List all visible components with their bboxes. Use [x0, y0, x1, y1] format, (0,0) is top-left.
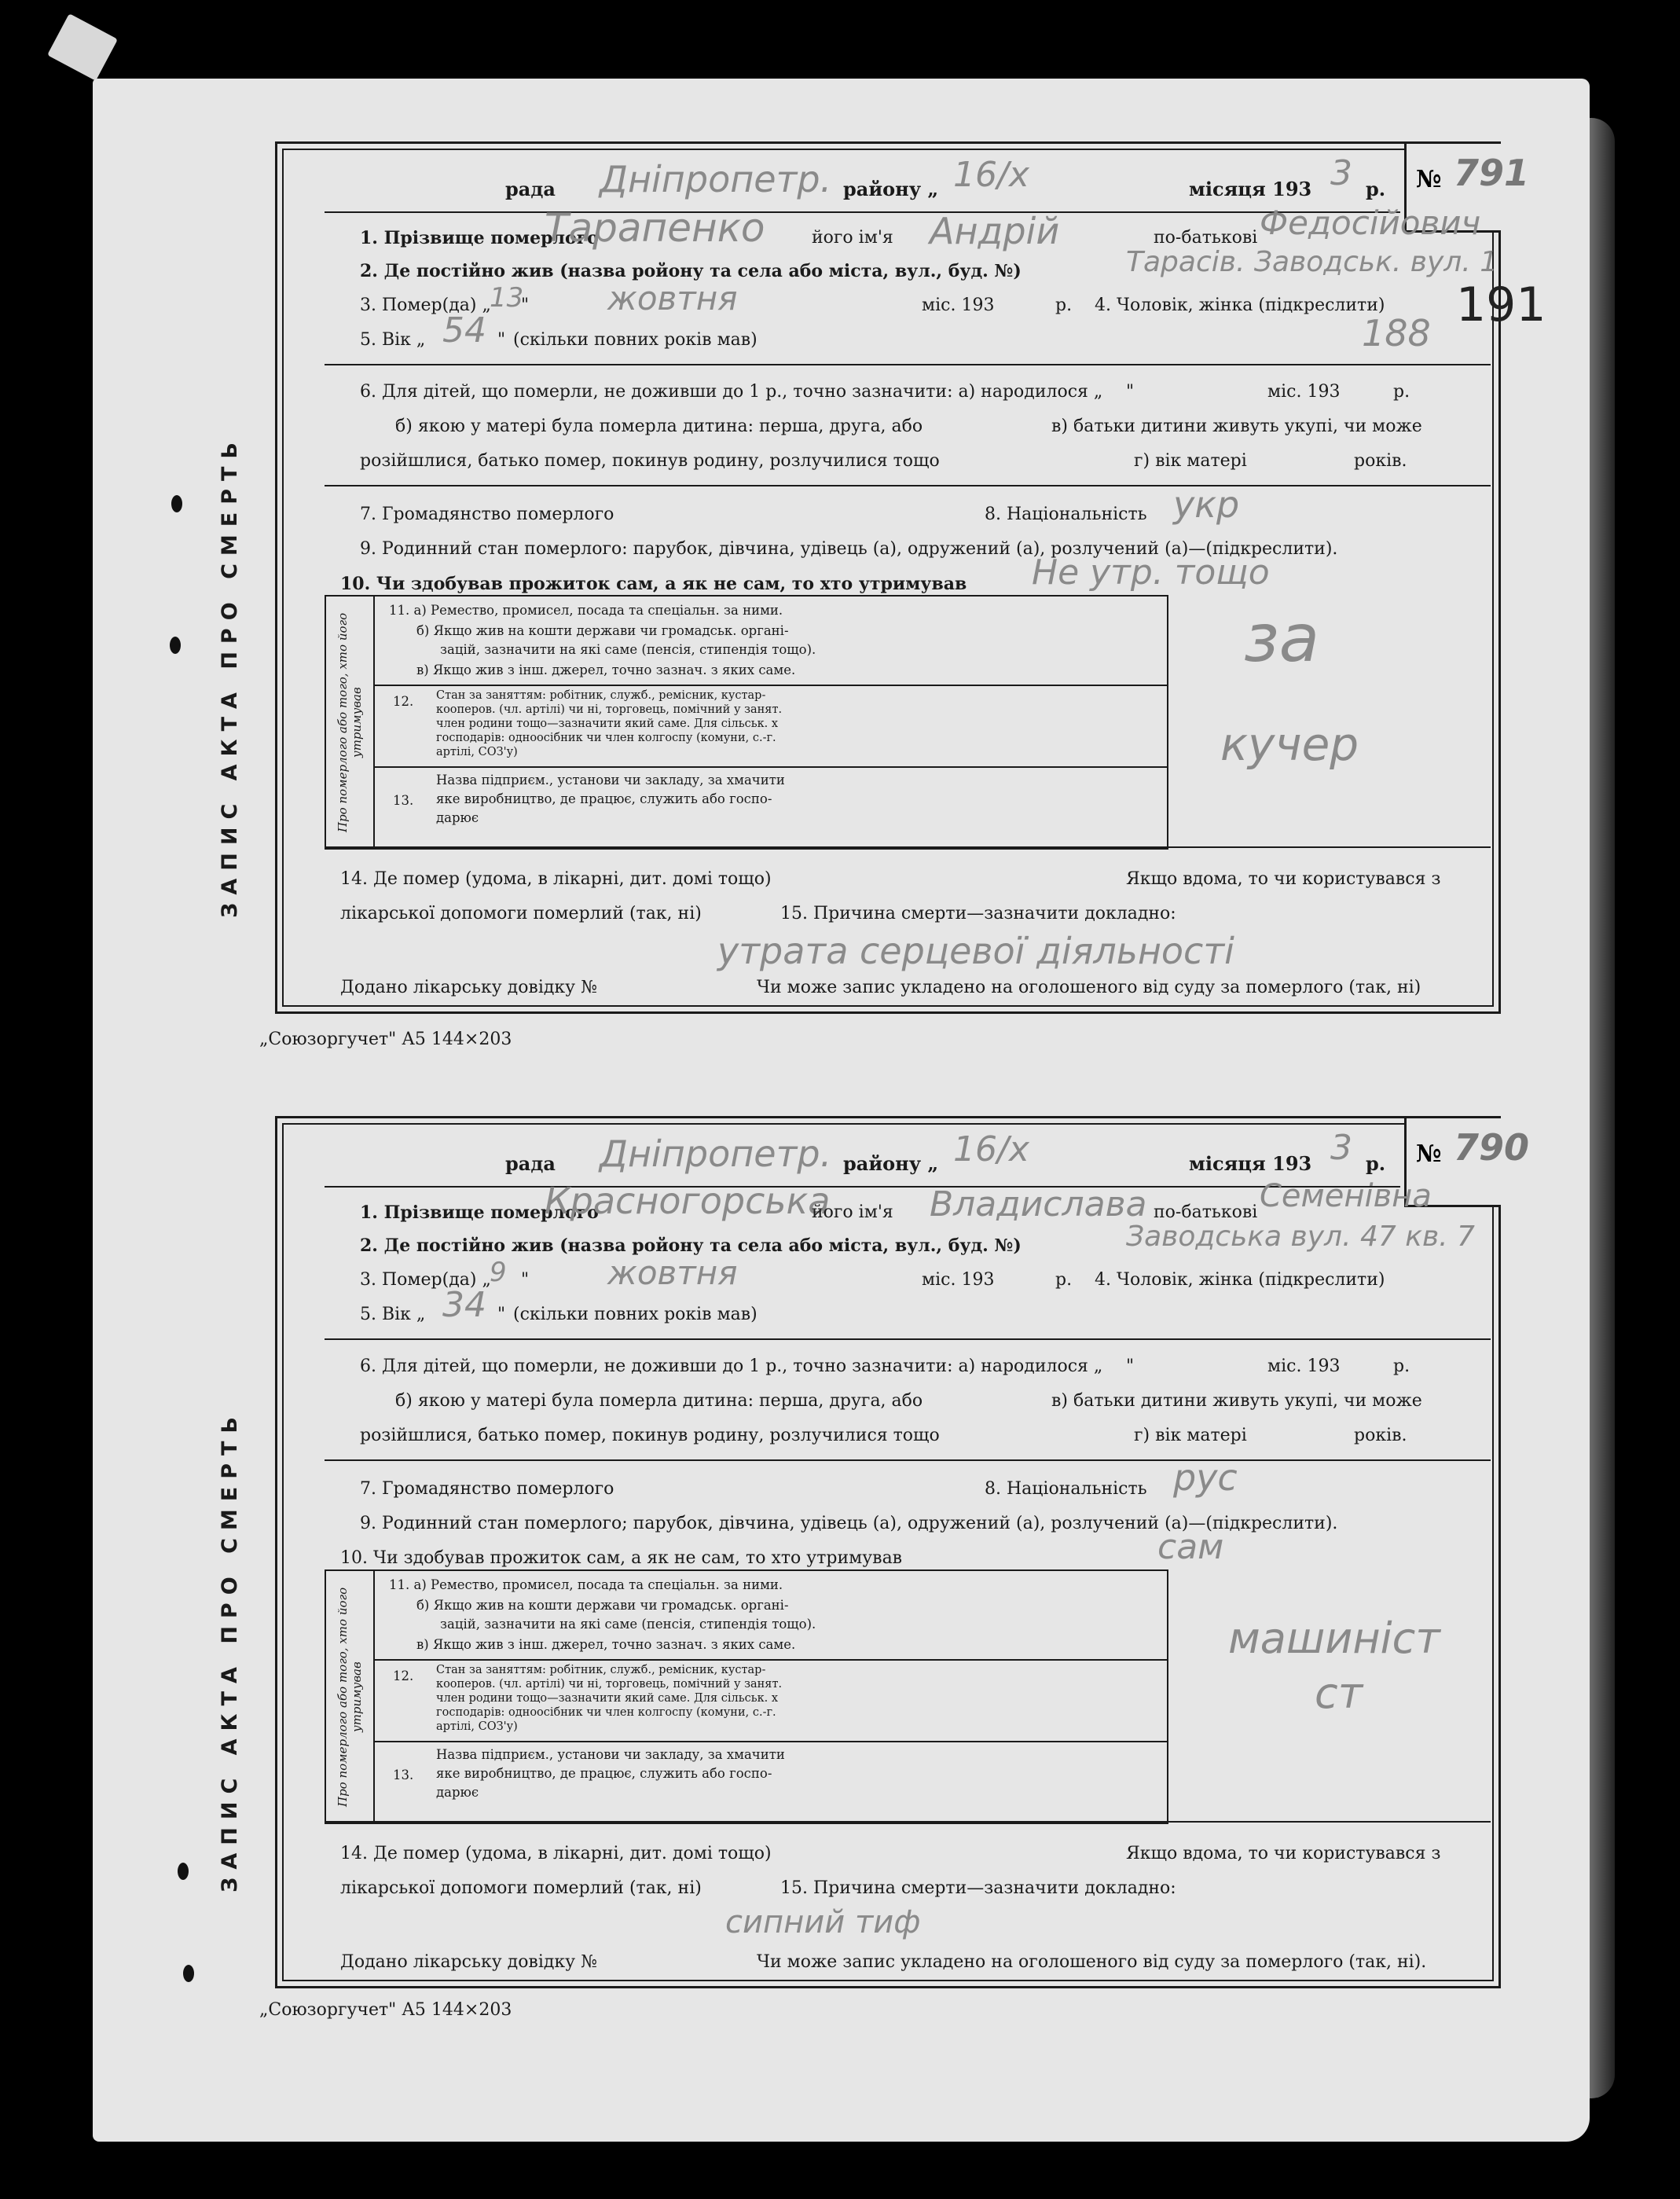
- punch-hole: [183, 1965, 194, 1982]
- field-3-died: 3. Помер(да) „: [360, 1270, 491, 1290]
- punch-hole: [178, 1863, 189, 1880]
- field-8-nationality: 8. Національність: [985, 1479, 1147, 1499]
- hw-rayonu: 16/х: [953, 155, 1029, 195]
- field-3-died: 3. Помер(да) „: [360, 296, 491, 315]
- field-15-cause: 15. Причина смерти—зазначити докладно:: [780, 1878, 1176, 1898]
- field-1-surname: 1. Прізвище померлого: [360, 228, 599, 248]
- field-14-place: 14. Де помер (удома, в лікарні, дит. домі тощо): [340, 869, 772, 889]
- rada-label: рада: [505, 178, 556, 200]
- form-side-title: ЗАПИС АКТА ПРО СМЕРТЬ: [217, 1408, 242, 1892]
- occupation-block: Про померлого або того, хто його утримував 11. а) Ремество, промисел, посада та спеціальн. за ними. б) Якщо жив на кошти держави чи громадськ. органі- зацій, зазначити на які саме (пенсія, стипендія тощо). в) Якщо жив з інш. джерел, точно зазнач. з яких саме. 12. Стан за заняттям: робітник, служб., ремісник, кустар- кооперов. (чл. артілі) чи ні, торговець, помічний у занят. член родини тощо—зазначити який саме. Для сільськ. х господарів: одноосібник чи член колгоспу (комуни, с.-г. артілі, СОЗ'у) 13. Назва підприєм., установи чи закладу, за хмачити яке виробництво, де працює, служить або госпо- дарює: [325, 1569, 1168, 1824]
- form-frame: № 790 рада Дніпропетр. району „ 16/х місяця 193 3 р. 1. Прізвище померлого Красногорська його ім'я Владислава по-батькові Семенівна 2. Де постійно жив (назва ройону та села або міста, вул., буд. №) Заводська вул. 47 кв. 7 3. Помер(да) „ 9 " жовтня міс. 193 р. 4. Чоловік, жінка (підкреслити) 5. Вік „ 34 " (скільки повних років мав) 6. Для дітей, що померли, не доживши до 1 р., точно зазначити: а) народилося „ " міс. 193 р. б) якою у матері була померла дитина: перша, друга, або в) батьки дитини живуть укупі, чи може розійшлися, батько помер, покинув родину, розлучилися тощо г) вік матері років. 7. Громадянство померлого 8. Національність рус 9. Родинний стан померлого; парубок, дівчина, удівець (а), одружений (а), розлучений (а)—(підкреслити). 10. Чи здобував прожиток сам, а як не сам, то хто утримував сам Про померлого або того, хто його утримував 11. а) Ремество, промисел, посада та спеціальн. за ними. б) Якщо жив на кошти держави чи громадськ. органі- зацій, зазначити на які саме (пенсія, стипендія тощо). в) Якщо жив з інш. джерел, точно зазнач. з яких саме. 12. Стан за заняттям: робітник, служб., ремісник, кустар- кооперов. (чл. артілі) чи ні, торговець, помічний у занят. член родини тощо—зазначити який саме. Для сільськ. х господарів: одноосібник чи член колгоспу (комуни, с.-г. артілі, СОЗ'у) 13. Назва підприєм., установи чи закладу, за хмачити яке виробництво, де працює, служить або госпо- дарює машиніст ст 14. Де помер (удома, в лікарні, дит. домі тощо) Якщо вдома, то чи користувався з лікарської допомоги померлий (так, ні) 15. Причина смерти—зазначити докладно: сипний тиф Додано лікарську довідку № Чи може запис укладено на оголошеного від суду за померлого (так, ні).: [275, 1116, 1501, 1988]
- field-16-certificate: Додано лікарську довідку №: [340, 1952, 597, 1972]
- form-side-title: ЗАПИС АКТА ПРО СМЕРТЬ: [217, 434, 242, 918]
- hw-month: 3: [1330, 153, 1352, 193]
- field-6-children: 6. Для дітей, що померли, не доживши до 1 р., точно зазначити: а) народилося „: [360, 1356, 1103, 1376]
- hw-side-number: 191: [1456, 277, 1546, 332]
- occupation-block: Про померлого або того, хто його утримував 11. а) Ремество, промисел, посада та спеціальн. за ними. б) Якщо жив на кошти держави чи громадськ. органі- зацій, зазначити на які саме (пенсія, стипендія тощо). в) Якщо жив з інш. джерел, точно зазнач. з яких саме. 12. Стан за заняттям: робітник, служб., ремісник, кустар- кооперов. (чл. артілі) чи ні, торговець, помічний у занят. член родини тощо—зазначити який саме. Для сільськ. х господарів: одноосібник чи член колгоспу (комуни, с.-г. артілі, СОЗ'у) 13. Назва підприєм., установи чи закладу, за хмачити яке виробництво, де працює, служить або госпо- дарює: [325, 595, 1168, 850]
- field-1-surname: 1. Прізвище померлого: [360, 1202, 599, 1223]
- field-4-sex: 4. Чоловік, жінка (підкреслити): [1095, 296, 1385, 315]
- hw-cause: утрата серцевої діяльності: [717, 930, 1234, 972]
- record-number-box: № 790: [1404, 1116, 1501, 1207]
- field-9-marital: 9. Родинний стан померлого: парубок, дівчина, удівець (а), одружений (а), розлучений (а)—(підкреслити).: [360, 539, 1338, 559]
- month-label: місяця 193: [1189, 178, 1312, 200]
- torn-corner: [47, 13, 118, 81]
- hw-name: Андрій: [930, 210, 1060, 252]
- field-5-age: 5. Вік „: [360, 330, 426, 350]
- field-15-cause: 15. Причина смерти—зазначити докладно:: [780, 904, 1176, 923]
- rada-label: рада: [505, 1152, 556, 1175]
- punch-hole: [170, 637, 181, 654]
- field-10-support: 10. Чи здобував прожиток сам, а як не сам, то хто утримував: [340, 574, 967, 594]
- field-2-address: 2. Де постійно жив (назва ройону та села або міста, вул., буд. №): [360, 1235, 1022, 1256]
- field-8-nationality: 8. Національність: [985, 505, 1147, 524]
- field-2-address: 2. Де постійно жив (назва ройону та села або міста, вул., буд. №): [360, 261, 1022, 281]
- punch-hole: [171, 495, 182, 512]
- field-9-marital: 9. Родинний стан померлого; парубок, дівчина, удівець (а), одружений (а), розлучений (а)—(підкреслити).: [360, 1514, 1338, 1533]
- field-14-place: 14. Де помер (удома, в лікарні, дит. домі тощо): [340, 1844, 772, 1863]
- hw-month-died: жовтня: [607, 279, 738, 318]
- hw-surname: Тарапенко: [545, 205, 765, 251]
- field-10-support: 10. Чи здобував прожиток сам, а як не сам, то хто утримував: [340, 1548, 903, 1568]
- hw-patr: Федосійович: [1260, 204, 1481, 242]
- form-frame: № 791 рада Дніпропетр. району „ 16/х місяця 193 3 р. 1. Прізвище померлого Тарапенко його ім'я Андрій по-батькові Федосійович 2. Де постійно жив (назва ройону та села або міста, вул., буд. №) Тарасів. Заводськ. вул. 1 3. Помер(да) „ 13 " жовтня міс. 193 р. 4. Чоловік, жінка (підкреслити) 191 5. Вік „ 54 " (скільки повних років мав) 188 6. Для дітей, що померли, не доживши до 1 р., точно зазначити: а) народилося „ " міс. 193 р. б) якою у матері була померла дитина: перша, друга, або в) батьки дитини живуть укупі, чи може розійшлися, батько помер, покинув родину, розлучилися тощо г) вік матері років. 7. Громадянство померлого 8. Національність укр 9. Родинний стан померлого: парубок, дівчина, удівець (а), одружений (а), розлучений (а)—(підкреслити). 10. Чи здобував прожиток сам, а як не сам, то хто утримував Не утр. тощо Про померлого або того, хто його утримував 11. а) Ремество, промисел, посада та спеціальн. за ними. б) Якщо жив на кошти держави чи громадськ. органі- зацій, зазначити на які саме (пенсія, стипендія тощо). в) Якщо жив з інш. джерел, точно зазнач. з яких саме. 12. Стан за заняттям: робітник, служб., ремісник, кустар- кооперов. (чл. артілі) чи ні, торговець, помічний у занят. член родини тощо—зазначити який саме. Для сільськ. х господарів: одноосібник чи член колгоспу (комуни, с.-г. артілі, СОЗ'у) 13. Назва підприєм., установи чи закладу, за хмачити яке виробництво, де працює, служить або госпо- дарює за кучер 14. Де помер (удома, в лікарні, дит. домі тощо) Якщо вдома, то чи користувався з лікарської допомоги померлий (так, ні) 15. Причина смерти—зазначити докладно: утрата серцевої діяльності Додано лікарську довідку № Чи може запис укладено на оголошеного від суду за померлого (так, ні): [275, 141, 1501, 1014]
- printer-footer: „Союзоргучет" А5 144×203: [259, 2000, 512, 2020]
- field-16-certificate: Додано лікарську довідку №: [340, 978, 597, 997]
- field-4-sex: 4. Чоловік, жінка (підкреслити): [1095, 1270, 1385, 1290]
- rayonu-label: району „: [843, 178, 939, 200]
- field-7-citizenship: 7. Громадянство померлого: [360, 505, 614, 524]
- hw-rada: Дніпропетр.: [600, 158, 832, 200]
- field-5-age: 5. Вік „: [360, 1305, 426, 1324]
- death-record-form-2: [217, 1116, 1530, 1988]
- printer-footer: „Союзоргучет" А5 144×203: [259, 1030, 512, 1049]
- field-7-citizenship: 7. Громадянство померлого: [360, 1479, 614, 1499]
- field-6-children: 6. Для дітей, що померли, не доживши до 1 р., точно зазначити: а) народилося „: [360, 382, 1103, 402]
- hw-age: 54: [442, 310, 486, 351]
- death-record-form-1: [217, 141, 1546, 1014]
- hw-address: Тарасів. Заводськ. вул. 1: [1126, 246, 1498, 278]
- record-number-box: № 791: [1404, 141, 1501, 233]
